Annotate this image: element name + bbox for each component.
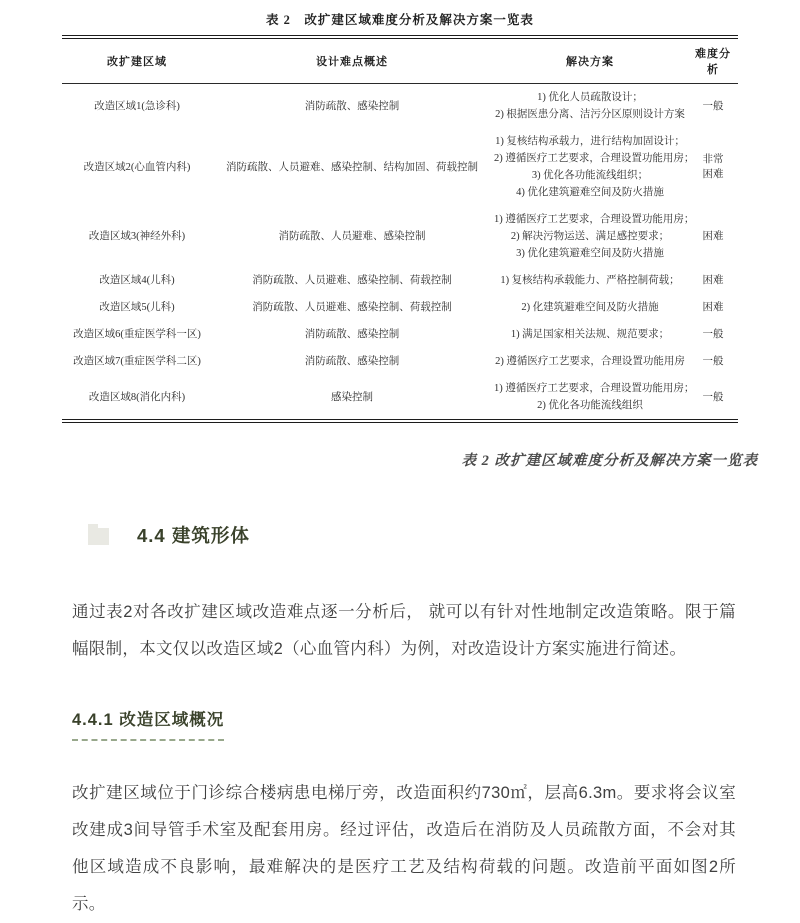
cell-area: 改造区域4(儿科) — [99, 275, 175, 286]
cell-design-difficulties: 消防疏散、人员避难、感染控制、结构加固、荷载控制 — [226, 161, 478, 173]
table-row — [62, 84, 738, 129]
table-row — [62, 206, 738, 267]
cell-solutions — [492, 84, 688, 129]
cell-area: 改造区域7(重症医学科二区) — [73, 356, 201, 367]
cell-difficulty-level: 一般 — [702, 100, 724, 112]
table-row — [62, 348, 738, 375]
table-header-row — [62, 37, 738, 84]
cell-design-difficulties: 感染控制 — [331, 391, 373, 403]
cell-design-difficulties: 消防疏散、感染控制 — [304, 100, 400, 112]
cell-area: 改造区域2(心血管内科) — [83, 161, 191, 173]
table-caption: 表 2 改扩建区域难度分析及解决方案一览表 — [461, 453, 758, 469]
cell-difficulty-level: 非常困难 — [702, 153, 724, 180]
cell-design-difficulties: 消防疏散、人员避难、感染控制、荷载控制 — [252, 275, 452, 286]
cell-design-difficulties: 消防疏散、感染控制 — [304, 329, 400, 340]
solution-line: 3) 优化各功能流线组织； — [531, 170, 649, 181]
cell-solutions — [492, 294, 688, 321]
cell-area: 改造区域1(急诊科) — [94, 100, 180, 112]
solution-line: 2) 根据医患分离、洁污分区原则设计方案 — [495, 109, 685, 120]
cell-design-difficulties: 消防疏散、感染控制 — [304, 356, 400, 367]
cell-solutions — [492, 206, 695, 267]
cell-solutions — [492, 267, 688, 294]
paragraph-1: 通过表2对各改扩建区域改造难点逐一分析后， 就可以有针对性地制定改造策略。限于篇幅限制，本文仅以改造区域2（心血管内科）为例，对改造设计方案实施进行简述。 — [72, 603, 736, 658]
table-row — [62, 294, 738, 321]
cell-solutions — [492, 128, 695, 206]
folder-icon — [88, 528, 109, 545]
table-block — [0, 0, 800, 423]
cell-difficulty-level: 一般 — [702, 391, 724, 403]
cell-area: 改造区域6(重症医学科一区) — [73, 329, 201, 340]
cell-design-difficulties: 消防疏散、人员避难、感染控制、荷载控制 — [252, 302, 452, 313]
cell-solutions — [492, 321, 688, 348]
solution-line: 1) 遵循医疗工艺要求，合理设置功能用房； — [494, 383, 695, 394]
solution-line: 1) 复核结构承载能力、严格控制荷载； — [500, 275, 680, 286]
solution-line: 1) 优化人员疏散设计； — [537, 92, 643, 103]
cell-area: 改造区域3(神经外科) — [88, 231, 186, 242]
cell-area: 改造区域8(消化内科) — [88, 391, 186, 403]
cell-area: 改造区域5(儿科) — [99, 302, 175, 313]
table-row — [62, 128, 738, 206]
cell-solutions — [492, 348, 688, 375]
solution-line: 2) 化建筑避难空间及防火措施 — [521, 302, 659, 313]
header-difficulty-level: 难度分析 — [688, 37, 738, 84]
cell-design-difficulties: 消防疏散、人员避难、感染控制 — [278, 231, 426, 242]
solution-line: 1) 复核结构承载力，进行结构加固设计； — [495, 136, 685, 147]
solution-line: 4) 优化建筑避难空间及防火措施 — [516, 187, 664, 198]
cell-solutions — [492, 375, 695, 421]
solution-line: 1) 遵循医疗工艺要求，合理设置功能用房； — [494, 214, 695, 225]
solution-line: 1) 满足国家相关法规、规范要求； — [510, 329, 670, 340]
section-title: 4.4 建筑形体 — [137, 525, 250, 546]
cell-difficulty-level: 困难 — [702, 231, 724, 242]
solution-line: 2) 优化各功能流线组织 — [537, 400, 643, 411]
solution-line: 3) 优化建筑避难空间及防火措施 — [516, 248, 664, 259]
table-body — [62, 84, 738, 422]
header-difficulties: 设计难点概述 — [212, 37, 492, 84]
difficulty-analysis-table — [62, 35, 738, 423]
solution-line: 2) 解决污物运送、满足感控要求； — [510, 231, 670, 242]
table-title: 表 2 改扩建区域难度分析及解决方案一览表 — [266, 13, 534, 27]
cell-difficulty-level: 困难 — [702, 302, 724, 313]
cell-difficulty-level: 一般 — [702, 329, 724, 340]
table-row — [62, 375, 738, 421]
section-heading-44 — [88, 522, 800, 548]
header-solutions: 解决方案 — [492, 37, 688, 84]
header-area: 改扩建区域 — [62, 37, 212, 84]
table-row — [62, 321, 738, 348]
solution-line: 2) 遵循医疗工艺要求，合理设置功能用房 — [495, 356, 685, 367]
cell-difficulty-level: 困难 — [702, 275, 724, 286]
cell-difficulty-level: 一般 — [702, 356, 724, 367]
solution-line: 2) 遵循医疗工艺要求，合理设置功能用房； — [494, 153, 695, 164]
paragraph-2: 改扩建区域位于门诊综合楼病患电梯厅旁，改造面积约730㎡，层高6.3m。要求将会议室改建成3间导管手术室及配套用房。经过评估，改造后在消防及人员疏散方面，不会对其他区域造成不良影响，最难解决的是医疗工艺及结构荷载的问题。改造前平面如图2所示。 — [72, 784, 736, 913]
table-row — [62, 267, 738, 294]
subsection-heading-441: 4.4.1 改造区域概况 — [72, 706, 224, 741]
